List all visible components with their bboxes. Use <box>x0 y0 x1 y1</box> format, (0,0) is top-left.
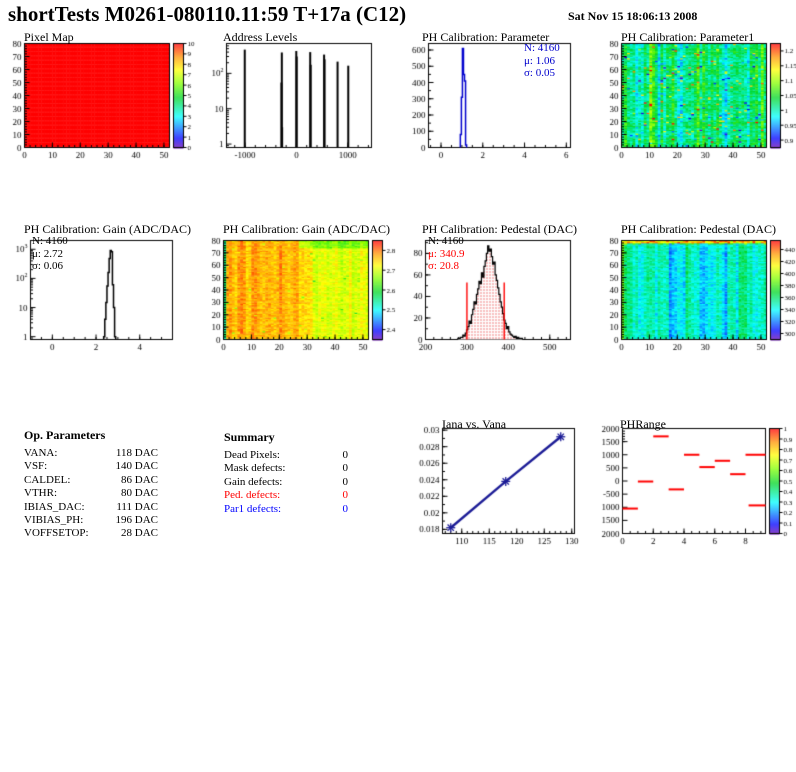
summary-row <box>224 449 348 462</box>
chart-title-pedestal-hist: PH Calibration: Pedestal (DAC) <box>422 222 577 236</box>
param-value: 140 DAC <box>115 460 158 473</box>
op-parameters-title: Op. Parameters <box>24 428 106 442</box>
param-value: 80 DAC <box>121 487 158 500</box>
param-row <box>24 460 158 473</box>
param-row <box>24 527 158 540</box>
pixel-map-heatmap <box>0 30 199 175</box>
pedestal-heatmap <box>597 222 796 367</box>
summary-label: Ped. defects: <box>224 489 281 502</box>
param-value: 118 DAC <box>115 447 158 459</box>
summary-title: Summary <box>224 430 275 444</box>
panel-phrange <box>597 410 796 588</box>
panel-pixel-map <box>0 30 199 208</box>
stat-mu: μ: 2.72 <box>32 247 63 260</box>
param-value: 196 DAC <box>115 514 158 527</box>
chart-title-gain-map: PH Calibration: Gain (ADC/DAC) <box>223 222 390 236</box>
chart-title-gain-hist: PH Calibration: Gain (ADC/DAC) <box>24 222 191 236</box>
param-label: VTHR: <box>24 487 57 500</box>
summary-row <box>224 489 348 502</box>
param-value: 28 DAC <box>121 527 158 540</box>
stats-ph-parameter <box>524 42 560 80</box>
param-label: IBIAS_DAC: <box>24 500 85 513</box>
gain-heatmap <box>199 222 398 367</box>
panel-gain-hist <box>0 222 199 400</box>
param-row <box>24 487 158 500</box>
stat-mu: μ: 340.9 <box>428 247 465 260</box>
op-parameters-block <box>24 428 158 541</box>
stat-sigma: σ: 0.06 <box>32 260 63 272</box>
ph-parameter-histogram <box>398 30 597 175</box>
chart-title-ph-parameter: PH Calibration: Parameter <box>422 30 550 44</box>
gain-histogram <box>0 222 199 367</box>
panel-iana-vana <box>398 410 597 588</box>
summary-row <box>224 462 348 475</box>
chart-title-pedestal-map: PH Calibration: Pedestal (DAC) <box>621 222 776 236</box>
panel-ph-parameter1-map <box>597 30 796 208</box>
panel-pedestal-map <box>597 222 796 400</box>
param-value: 111 DAC <box>116 500 158 513</box>
param-value: 86 DAC <box>121 473 158 486</box>
summary-row <box>224 476 348 489</box>
stat-n: N: 4160 <box>524 42 560 54</box>
summary-label: Dead Pixels: <box>224 449 280 461</box>
address-levels-histogram <box>199 30 398 175</box>
stat-sigma: σ: 0.05 <box>524 67 555 79</box>
param-row <box>24 447 158 460</box>
stats-pedestal <box>428 235 464 273</box>
panel-ph-parameter <box>398 30 597 208</box>
summary-block <box>224 430 348 516</box>
page-title: shortTests M0261-080110.11:59 T+17a (C12) <box>8 2 407 26</box>
stats-gain <box>32 235 68 273</box>
param-row <box>24 514 158 527</box>
panel-address-levels <box>199 30 398 208</box>
chart-title-ph-parameter1-map: PH Calibration: Parameter1 <box>621 30 755 44</box>
summary-label: Par1 defects: <box>224 502 282 515</box>
stat-n: N: 4160 <box>32 235 68 247</box>
summary-label: Mask defects: <box>224 462 286 475</box>
param-label: VOFFSETOP: <box>24 527 89 540</box>
ph-parameter1-heatmap <box>597 30 796 175</box>
summary-value: 0 <box>342 502 348 515</box>
chart-title-pixel-map: Pixel Map <box>24 30 74 44</box>
chart-title-address-levels: Address Levels <box>223 30 298 44</box>
param-row <box>24 501 158 514</box>
summary-row <box>224 503 348 516</box>
timestamp: Sat Nov 15 18:06:13 2008 <box>568 9 698 23</box>
summary-value: 0 <box>342 475 348 488</box>
param-label: VANA: <box>24 447 58 459</box>
stat-n: N: 4160 <box>428 235 464 247</box>
stat-mu: μ: 1.06 <box>524 54 555 67</box>
param-label: VIBIAS_PH: <box>24 514 84 527</box>
summary-value: 0 <box>342 489 348 502</box>
panel-pedestal-hist <box>398 222 597 400</box>
chart-title-iana-vana: Iana vs. Vana <box>442 417 507 431</box>
summary-value: 0 <box>342 449 348 461</box>
param-label: CALDEL: <box>24 473 71 486</box>
summary-value: 0 <box>342 462 348 475</box>
param-label: VSF: <box>24 460 48 473</box>
stat-sigma: σ: 20.8 <box>428 260 459 272</box>
panel-gain-map <box>199 222 398 400</box>
summary-label: Gain defects: <box>224 475 283 488</box>
chart-title-phrange: PHRange <box>620 417 666 431</box>
param-row <box>24 474 158 487</box>
